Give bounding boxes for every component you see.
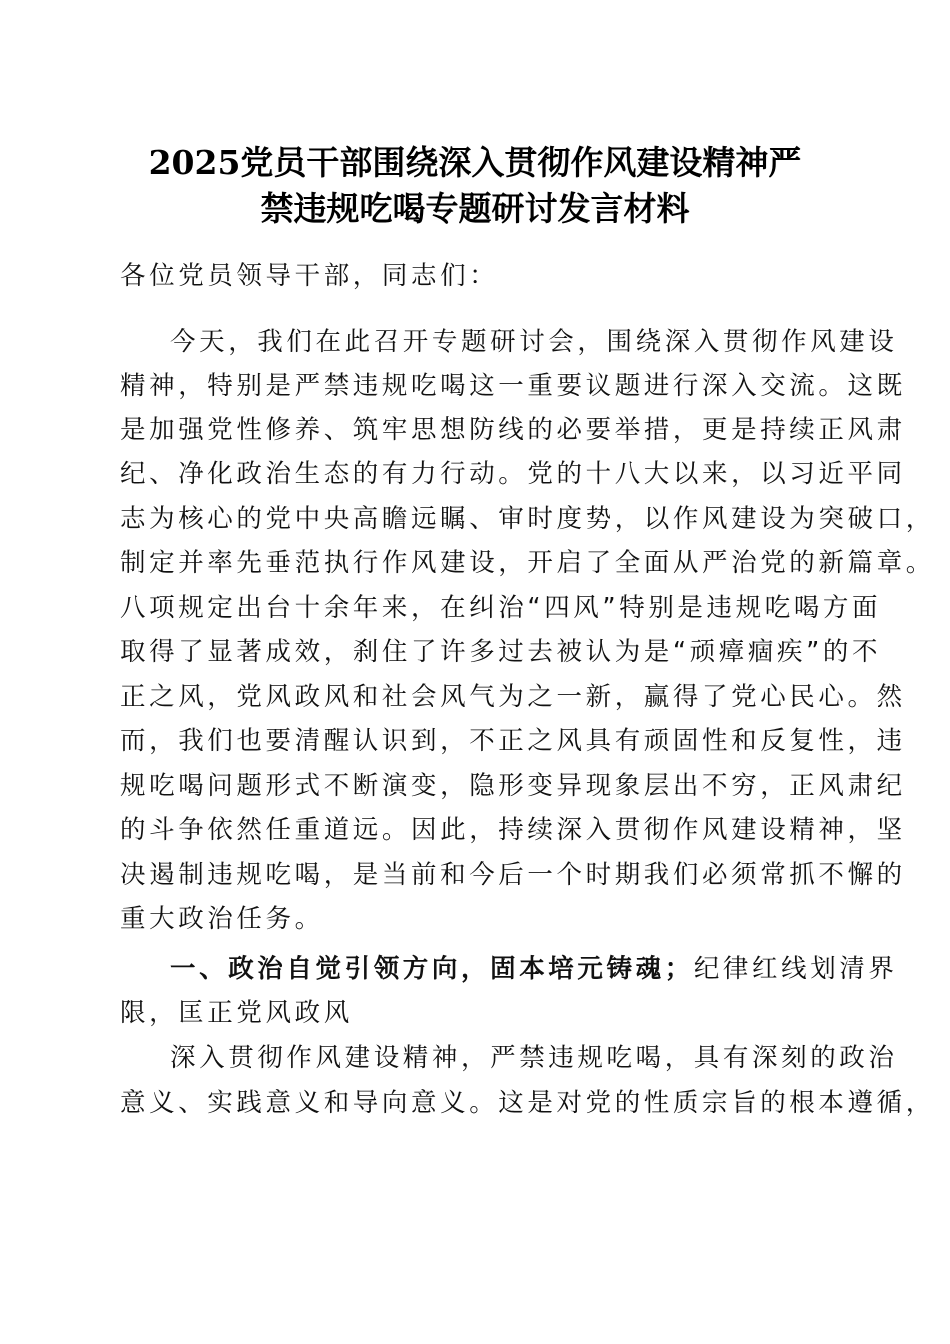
paragraph-1-line: 决遏制违规吃喝，是当前和今后一个时期我们必须常抓不懈的 <box>120 860 906 890</box>
paragraph-1-line: 规吃喝问题形式不断演变，隐形变异现象层出不穷，正风肃纪 <box>120 771 906 801</box>
document-title-line-2: 禁违规吃喝专题研讨发言材料 <box>260 189 690 228</box>
section-heading-1-line-2: 限，匡正党风政风 <box>120 998 353 1028</box>
paragraph-1-line: 正之风，党风政风和社会风气为之一新，赢得了党心民心。然 <box>120 682 906 712</box>
section-heading-1-bold: 一、政治自觉引领方向，固本培元铸魂； <box>170 954 694 984</box>
paragraph-2-line: 意义、实践意义和导向意义。这是对党的性质宗旨的根本遵循， <box>120 1088 935 1118</box>
paragraph-1-line: 志为核心的党中央高瞻远瞩、审时度势，以作风建设为突破口， <box>120 504 935 534</box>
paragraph-2-line: 深入贯彻作风建设精神，严禁违规吃喝，具有深刻的政治 <box>170 1043 898 1073</box>
paragraph-1-line: 今天，我们在此召开专题研讨会，围绕深入贯彻作风建设 <box>170 327 898 357</box>
paragraph-1-line: 而，我们也要清醒认识到，不正之风具有顽固性和反复性，违 <box>120 726 906 756</box>
section-heading-1-rest: 纪律红线划清界 <box>693 954 898 984</box>
section-heading-1-line-1 <box>170 947 898 991</box>
paragraph-1-line: 纪、净化政治生态的有力行动。党的十八大以来，以习近平同 <box>120 459 906 489</box>
paragraph-1-line: 制定并率先垂范执行作风建设，开启了全面从严治党的新篇章。 <box>120 548 935 578</box>
paragraph-1-line: 的斗争依然任重道远。因此，持续深入贯彻作风建设精神，坚 <box>120 815 906 845</box>
paragraph-1-line: 重大政治任务。 <box>120 904 324 934</box>
salutation: 各位党员领导干部，同志们： <box>120 261 499 291</box>
paragraph-1-line: 八项规定出台十余年来，在纠治“四风”特别是违规吃喝方面 <box>120 593 882 623</box>
paragraph-1-line: 是加强党性修养、筑牢思想防线的必要举措，更是持续正风肃 <box>120 415 906 445</box>
document-title-line-1: 2025党员干部围绕深入贯彻作风建设精神严 <box>148 143 802 182</box>
paragraph-1-line: 取得了显著成效，刹住了许多过去被认为是“顽瘴痼疾”的不 <box>120 637 882 667</box>
paragraph-1-line: 精神，特别是严禁违规吃喝这一重要议题进行深入交流。这既 <box>120 371 906 401</box>
